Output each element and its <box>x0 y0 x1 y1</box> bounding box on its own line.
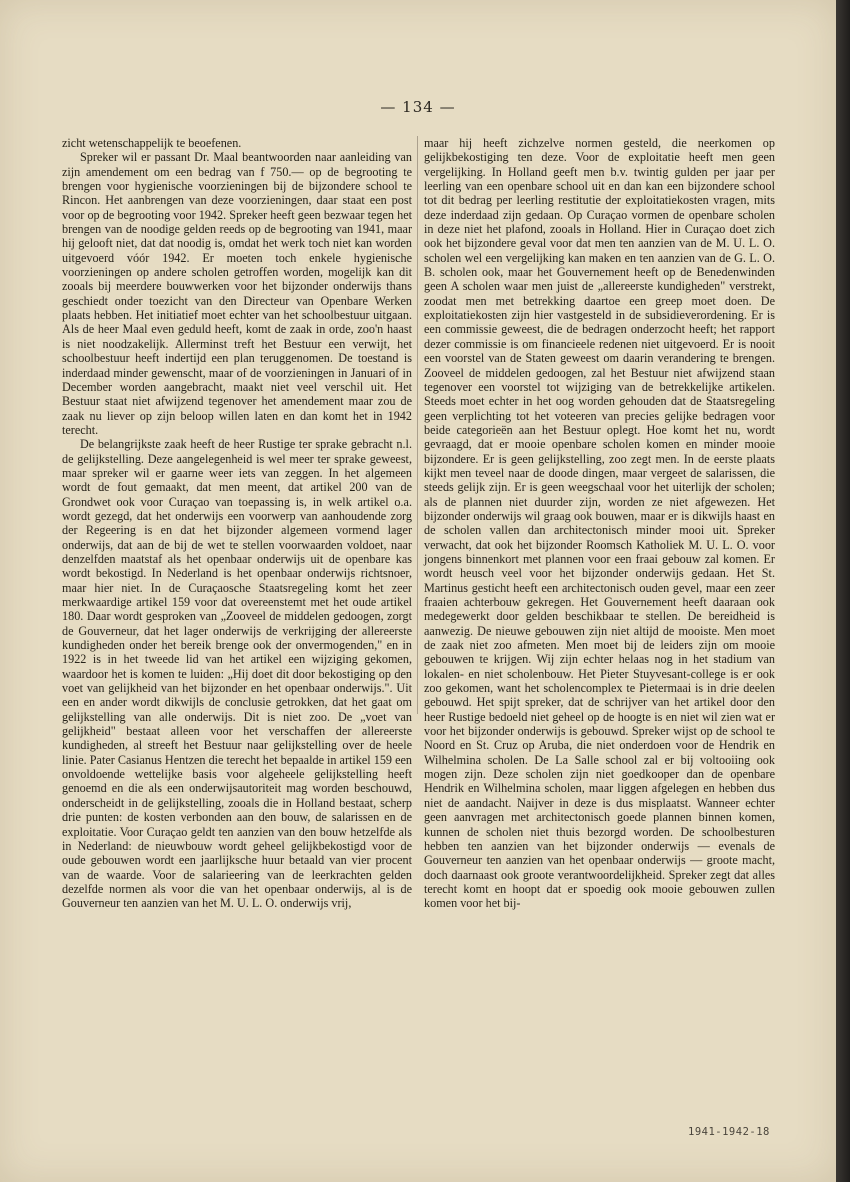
left-paragraph-2: Spreker wil er passant Dr. Maal beantwoorden naar aanleiding van zijn amendement om een bedrag van f 750.— op de begrooting te brengen voor hygienische voorzieningen bij de bijzondere school te Rincon. Het aanbrengen van deze voorzieningen, daar staat een post voor op de begrooting voor 1942. Spreker heeft geen bezwaar tegen het brengen van de noodige gelden reeds op de begrooting van 1941, maar hij gelooft niet, dat dat noodig is, omdat het werk toch niet kan worden uitgevoerd vóór 1942. Er moeten toch enkele hygienische voorzieningen op andere scholen getroffen worden, mogelijk kan dit zooals bij meerdere bouwwerken voor het bijzonder onderwijs thans geschiedt onder toezicht van den Directeur van Openbare Werken plaats hebben. Het initiatief moet echter van het schoolbestuur uitgaan. Als de heer Maal even geduld heeft, komt de zaak in orde, zoo'n haast is niet noodzakelijk. Allerminst treft het Bestuur een verwijt, het schoolbestuur heeft indertijd een plan teruggenomen. De toestand is inderdaad minder gewenscht, maar of de voorzieningen in Januari of in December worden aangebracht, maakt niet veel verschil uit. Het Bestuur staat niet afwijzend tegenover het amendement maar zou de zaak nu liever op zijn beloop willen laten en dan komt het in 1942 terecht. <box>62 150 412 437</box>
right-paragraph-1: maar hij heeft zichzelve normen gesteld, die neerkomen op gelijkbekostiging ten deze. Voor de exploitatie heeft men geen vergelijking. In Holland geeft men b.v. twintig gulden per jaar per leerling van een openbare school uit en dan kan een bijzondere school tot dit bedrag per leerling restitutie der exploitatiekosten vragen, mits deze inderdaad zijn gedaan. Op Curaçao vormen de openbare scholen in deze niet het plafond, zooals in Holland. Hier in Curaçao doet zich ook het bijzondere geval voor dat men ten aanzien van de M. U. L. O. scholen wel een vergelijking kan maken en ten aanzien van de G. L. O. B. scholen ook, maar het Gouvernement heeft op de Benedenwinden geen A scholen waar men juist de „allereerste kundigheden" verstrekt, zoodat men met betrekking daartoe een greep moet doen. De exploitatiekosten zijn hier vastgesteld in de subsidieverordening. Er is een commissie geweest, die de bedragen onderzocht heeft; het rapport dezer commissie is om financieele redenen niet uitgevoerd. Er is nooit een voorstel van de Staten geweest om daarin verandering te brengen. Zooveel de middelen gedoogen, zal het Bestuur niet afwijzend staan tegenover een voorstel tot wijziging van de betrekkelijke artikelen. Steeds moet echter in het oog worden gehouden dat de Staatsregeling geen verplichting tot het voteeren van precies gelijke bedragen voor beide categorieën aan het Bestuur oplegt. Hoe komt het nu, wordt gevraagd, dat er mooie openbare scholen komen en minder mooie bijzondere. Er is geen gelijkstelling, zoo zegt men. In de eerste plaats kijkt men teveel naar de doode dingen, maar vergeet de salarissen, die steeds gelijk zijn. Er is geen weegschaal voor het uiterlijk der scholen; als de plannen niet duurder zijn, worden ze niet afgewezen. Het bijzonder onderwijs wil graag ook bouwen, maar er is dikwijls haast en de scholen vallen dan architectonisch minder mooi uit. Spreker verwacht, dat ook het bijzonder Roomsch Katholiek M. U. L. O. voor jongens binnenkort met plannen voor een fraai gebouw zal komen. Er wordt heusch veel voor het bijzonder onderwijs gedaan. Het St. Martinus gesticht heeft een architectonisch ouden gevel, maar een zeer fraaien achterbouw gekregen. Het Gouvernement heeft daaraan ook medegewerkt door gelden beschikbaar te stellen. De bereidheid is aanwezig. De nieuwe gebouwen zijn niet altijd de mooiste. Men moet de zaak niet zoo afmeten. Men moet bij de leiders zijn om mooie gebouwen te krijgen. Wij zijn echter helaas nog in het stadium van lokalen- en niet scholenbouw. Het Pieter Stuyvesant-college is er ook zoo gekomen, want het scholencomplex te Pietermaai is in drie deelen gebouwd. Het spijt spreker, dat de schrijver van het artikel door den heer Rustige bedoeld niet geheel op de hoogte is en niet wil zien wat er voor het bijzonder onderwijs is gebouwd. Spreker wijst op de school te Noord en St. Cruz op Aruba, die niet onderdoen voor de Hendrik en Wilhelmina scholen. De La Salle school zal er bij voltooiing ook mogen zijn. Deze scholen zijn niet goedkooper dan de openbare Hendrik en Wilhelmina scholen, maar liggen afgelegen en hebben dus niet de aandacht. Naijver in deze is dus misplaatst. Wanneer echter geen aanvragen met architectonisch goede plannen binnen komen, kunnen de scholen niet thuis bezorgd worden. De schoolbesturen hebben ten aanzien van het bijzonder onderwijs — evenals de Gouverneur ten aanzien van het openbaar onderwijs — groote macht, doch daarnaast ook groote verantwoordelijkheid. Spreker zegt dat alles terecht komt en hoopt dat er spoedig ook mooie gebouwen zullen komen voor het bij- <box>424 136 775 911</box>
left-paragraph-3: De belangrijkste zaak heeft de heer Rustige ter sprake gebracht n.l. de gelijkstelling. Deze aangelegenheid is wel meer ter sprake geweest, maar spreker wil er gaarne weer iets van zeggen. In het algemeen wordt de fout gemaakt, dat men meent, dat artikel 200 van de Grondwet ook voor Curaçao van toepassing is, in welk artikel o.a. wordt gezegd, dat het onderwijs een voorwerp van aanhoudende zorg der Regeering is en dat het bijzonder algemeen vormend lager onderwijs, dat aan de bij de wet te stellen voorwaarden voldoet, naar denzelfden maatstaf als het openbaar onderwijs uit de openbare kas wordt bekostigd. In Nederland is het openbaar onderwijs richtsnoer, maar hier niet. In de Curaçaosche Staatsregeling komt het zeer merkwaardige artikel 159 voor dat overeenstemt met het oude artikel 180. Daar wordt gesproken van „Zooveel de middelen gedoogen, zorgt de Gouverneur, dat het lager onderwijs de verkrijging der allereerste kundigheden onder het bereik brenge ook der onvermogenden," en in 1922 is in het tweede lid van het artikel een wijziging gekomen, waardoor het is komen te luiden: „Hij doet dit door bekostiging op den voet van gelijkheid van het bijzonder en het openbaar onderwijs.". Uit een en ander wordt dikwijls de conclusie getrokken, dat het gaat om gelijkstelling van alle onderwijs. Dit is niet zoo. De „voet van gelijkheid" bestaat alleen voor het verschaffen der allereerste kundigheden, al streeft het Bestuur naar gelijkstelling over de heele linie. Pater Casianus Hentzen die terecht het bepaalde in artikel 159 een onvoldoende wettelijke basis voor algeheele gelijkstelling heeft genoemd en die als een onderwijsautoriteit mag worden beschouwd, onderscheidt in de gelijkstelling, zooals die in Holland bestaat, scherp drie punten: de kosten verbonden aan den bouw, de salarissen en de exploitatie. Voor Curaçao geldt ten aanzien van den bouw hetzelfde als in Nederland: de nieuwbouw wordt geheel gelijkbekostigd voor de oude gebouwen wordt een jaarlijksche huur betaald van vier procent van de waarde. Voor de salarieering van de leerkrachten gelden dezelfde normen als voor die van het openbaar onderwijs, al is de Gouverneur ten aanzien van het M. U. L. O. onderwijs vrij, <box>62 437 412 911</box>
left-column <box>62 136 412 911</box>
scan-edge <box>836 0 850 1182</box>
right-column <box>424 136 775 911</box>
column-divider <box>417 136 418 714</box>
footer-archive-code: 1941-1942-18 <box>688 1126 770 1138</box>
left-paragraph-1: zicht wetenschappelijk te beoefenen. <box>62 136 242 150</box>
page-number: — 134 — <box>380 98 456 116</box>
